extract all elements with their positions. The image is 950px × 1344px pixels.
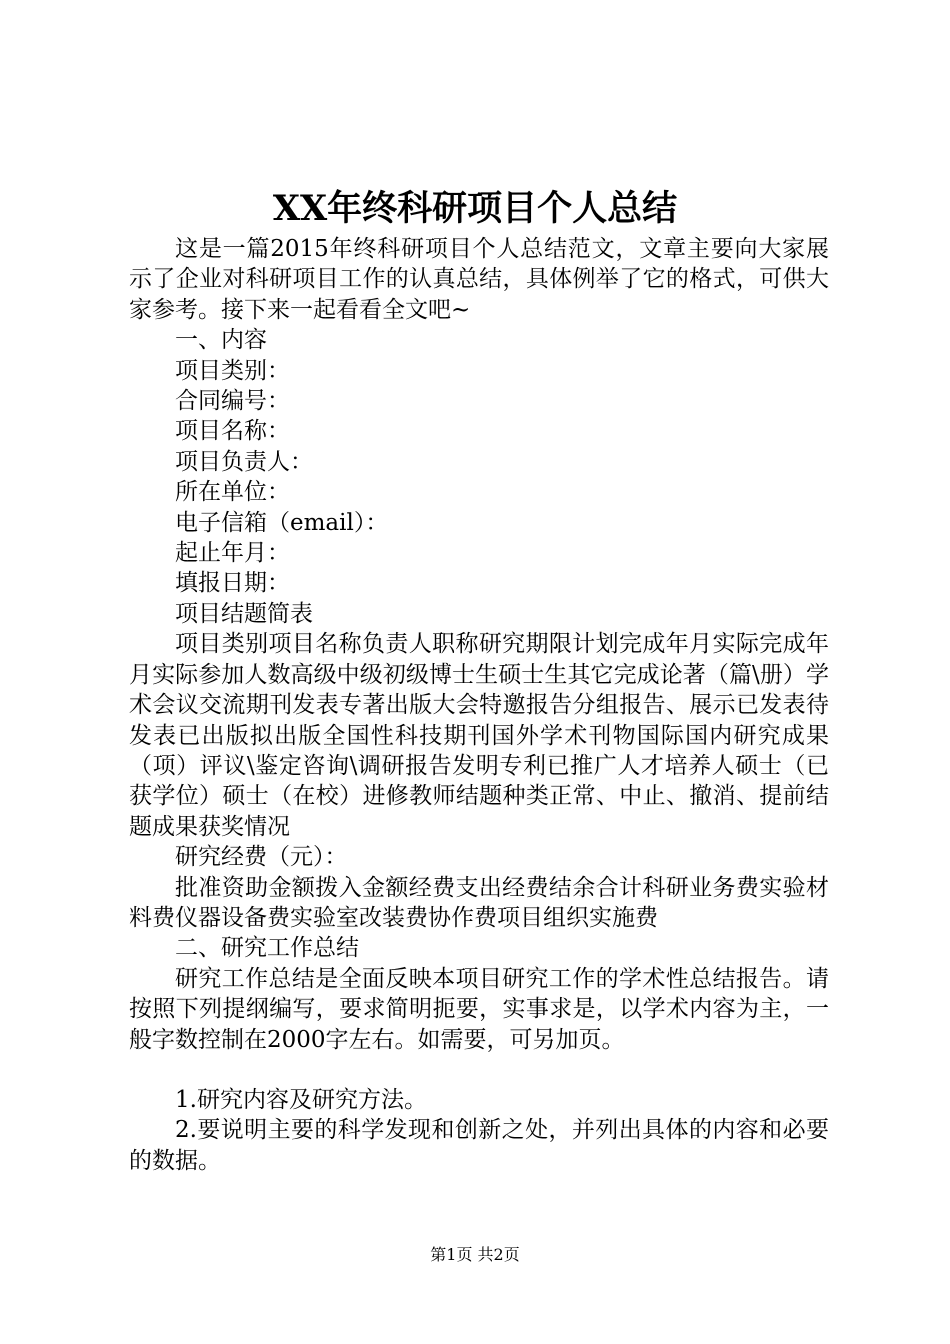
document-body: [129, 234, 829, 1176]
field-email: 电子信箱（email）：: [175, 509, 389, 536]
section-heading-content: 一、内容: [175, 327, 267, 354]
page-footer: 第1页 共2页: [430, 1245, 520, 1264]
research-funding-label: 研究经费（元）：: [175, 844, 348, 871]
field-start-end-date: 起止年月：: [175, 540, 290, 567]
section-heading-summary: 二、研究工作总结: [175, 935, 359, 962]
outline-item-2: 2.要说明主要的科学发现和创新之处，并列出具体的内容和必要的数据。: [129, 1117, 829, 1174]
intro-paragraph: 这是一篇2015年终科研项目个人总结范文，文章主要向大家展示了企业对科研项目工作的认真总结，具体例举了它的格式，可供大家参考。接下来一起看看全文吧~: [129, 236, 829, 323]
field-organization: 所在单位：: [175, 479, 290, 506]
field-project-category: 项目类别：: [175, 357, 290, 384]
funding-items-text: 批准资助金额拨入金额经费支出经费结余合计科研业务费实验材料费仪器设备费实验室改装费协作费项目组织实施费: [129, 874, 829, 931]
summary-instructions: 研究工作总结是全面反映本项目研究工作的学术性总结报告。请按照下列提纲编写，要求简明扼要，实事求是，以学术内容为主，一般字数控制在2000字左右。如需要，可另加页。: [129, 965, 829, 1053]
field-project-name: 项目名称：: [175, 418, 290, 445]
field-report-date: 填报日期：: [175, 570, 290, 597]
outline-item-1: 1.研究内容及研究方法。: [175, 1086, 427, 1113]
field-project-leader: 项目负责人：: [175, 448, 313, 475]
summary-table-heading: 项目结题简表: [175, 600, 313, 627]
summary-table-text: 项目类别项目名称负责人职称研究期限计划完成年月实际完成年月实际参加人数高级中级初级博士生硕士生其它完成论著（篇\册）学术会议交流期刊发表专著出版大会特邀报告分组报告、展示已发表待发表已出版拟出版全国性科技期刊国外学术刊物国际国内研究成果（项）评议\鉴定咨询\调研报告发明专利已推广人才培养人硕士（已获学位）硕士（在校）进修教师结题种类正常、中止、撤消、提前结题成果获奖情况: [129, 631, 829, 840]
document-title: XX年终科研项目个人总结: [272, 188, 678, 229]
field-contract-number: 合同编号：: [175, 388, 290, 415]
